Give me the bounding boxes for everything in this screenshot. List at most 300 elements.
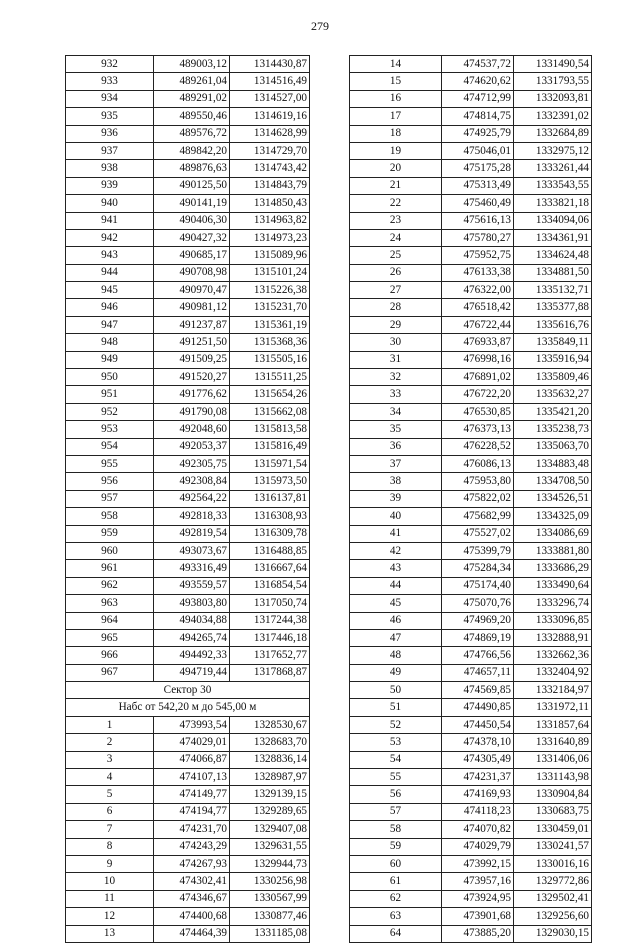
y-coordinate: 1334708,50	[514, 473, 592, 490]
y-coordinate: 1335421,20	[514, 403, 592, 420]
x-coordinate: 494719,44	[154, 664, 230, 681]
y-coordinate: 1315511,25	[230, 369, 310, 386]
y-coordinate: 1332888,91	[514, 629, 592, 646]
table-row	[350, 160, 592, 177]
table-row	[350, 716, 592, 733]
point-number: 960	[66, 542, 154, 559]
point-number: 43	[350, 560, 442, 577]
table-row	[350, 647, 592, 664]
point-number: 967	[66, 664, 154, 681]
table-row	[66, 299, 310, 316]
y-coordinate: 1334883,48	[514, 455, 592, 472]
y-coordinate: 1317868,87	[230, 664, 310, 681]
table-row	[66, 369, 310, 386]
x-coordinate: 475046,01	[442, 142, 514, 159]
point-number: 52	[350, 716, 442, 733]
x-coordinate: 475780,27	[442, 229, 514, 246]
y-coordinate: 1330241,57	[514, 838, 592, 855]
x-coordinate: 494034,88	[154, 612, 230, 629]
table-row	[66, 421, 310, 438]
x-coordinate: 473957,16	[442, 873, 514, 890]
y-coordinate: 1316137,81	[230, 490, 310, 507]
table-row	[66, 734, 310, 751]
x-coordinate: 474378,10	[442, 734, 514, 751]
y-coordinate: 1335377,88	[514, 299, 592, 316]
point-number: 63	[350, 908, 442, 925]
x-coordinate: 494265,74	[154, 629, 230, 646]
point-number: 13	[66, 925, 154, 942]
point-number: 959	[66, 525, 154, 542]
y-coordinate: 1315226,38	[230, 282, 310, 299]
x-coordinate: 476722,20	[442, 386, 514, 403]
y-coordinate: 1317446,18	[230, 629, 310, 646]
table-row	[66, 73, 310, 90]
y-coordinate: 1329030,15	[514, 925, 592, 942]
y-coordinate: 1314628,99	[230, 125, 310, 142]
table-row	[350, 890, 592, 907]
table-row	[66, 664, 310, 681]
y-coordinate: 1332662,36	[514, 647, 592, 664]
table-row	[350, 925, 592, 942]
y-coordinate: 1315361,19	[230, 316, 310, 333]
x-coordinate: 475953,80	[442, 473, 514, 490]
point-number: 36	[350, 438, 442, 455]
x-coordinate: 475399,79	[442, 542, 514, 559]
x-coordinate: 473993,54	[154, 716, 230, 733]
y-coordinate: 1330567,99	[230, 890, 310, 907]
table-row	[350, 629, 592, 646]
table-row	[66, 525, 310, 542]
x-coordinate: 489842,20	[154, 142, 230, 159]
x-coordinate: 474925,79	[442, 125, 514, 142]
y-coordinate: 1331640,89	[514, 734, 592, 751]
table-row	[66, 247, 310, 264]
x-coordinate: 492305,75	[154, 455, 230, 472]
table-row	[66, 386, 310, 403]
point-number: 55	[350, 769, 442, 786]
y-coordinate: 1329631,55	[230, 838, 310, 855]
x-coordinate: 474231,37	[442, 769, 514, 786]
y-coordinate: 1314843,79	[230, 177, 310, 194]
table-row	[66, 403, 310, 420]
x-coordinate: 491237,87	[154, 316, 230, 333]
x-coordinate: 475616,13	[442, 212, 514, 229]
point-number: 30	[350, 334, 442, 351]
left-table-rows-sector	[66, 716, 310, 942]
table-row	[350, 664, 592, 681]
y-coordinate: 1335916,94	[514, 351, 592, 368]
x-coordinate: 474029,79	[442, 838, 514, 855]
point-number: 45	[350, 595, 442, 612]
x-coordinate: 475952,75	[442, 247, 514, 264]
coordinates-table-right	[349, 55, 592, 943]
point-number: 18	[350, 125, 442, 142]
point-number: 24	[350, 229, 442, 246]
x-coordinate: 474029,01	[154, 734, 230, 751]
point-number: 51	[350, 699, 442, 716]
x-coordinate: 476086,13	[442, 455, 514, 472]
y-coordinate: 1328987,97	[230, 769, 310, 786]
x-coordinate: 475313,49	[442, 177, 514, 194]
x-coordinate: 475175,28	[442, 160, 514, 177]
table-row	[350, 612, 592, 629]
x-coordinate: 474450,54	[442, 716, 514, 733]
y-coordinate: 1331143,98	[514, 769, 592, 786]
point-number: 56	[350, 786, 442, 803]
table-row	[66, 890, 310, 907]
point-number: 946	[66, 299, 154, 316]
point-number: 965	[66, 629, 154, 646]
point-number: 29	[350, 316, 442, 333]
table-row	[350, 490, 592, 507]
table-row	[350, 229, 592, 246]
x-coordinate: 493316,49	[154, 560, 230, 577]
x-coordinate: 473901,68	[442, 908, 514, 925]
x-coordinate: 474302,41	[154, 873, 230, 890]
table-row	[66, 90, 310, 107]
table-row	[66, 629, 310, 646]
y-coordinate: 1335632,27	[514, 386, 592, 403]
point-number: 951	[66, 386, 154, 403]
point-number: 48	[350, 647, 442, 664]
x-coordinate: 474305,49	[442, 751, 514, 768]
y-coordinate: 1333296,74	[514, 595, 592, 612]
y-coordinate: 1315505,16	[230, 351, 310, 368]
table-row	[350, 421, 592, 438]
table-row	[66, 316, 310, 333]
y-coordinate: 1331972,11	[514, 699, 592, 716]
x-coordinate: 491776,62	[154, 386, 230, 403]
x-coordinate: 490970,47	[154, 282, 230, 299]
table-row	[66, 855, 310, 872]
table-row	[350, 786, 592, 803]
point-number: 64	[350, 925, 442, 942]
point-number: 933	[66, 73, 154, 90]
point-number: 16	[350, 90, 442, 107]
x-coordinate: 474766,56	[442, 647, 514, 664]
table-row	[66, 455, 310, 472]
point-number: 35	[350, 421, 442, 438]
x-coordinate: 476933,87	[442, 334, 514, 351]
right-table-rows	[350, 56, 592, 943]
table-row	[66, 786, 310, 803]
y-coordinate: 1334086,69	[514, 525, 592, 542]
x-coordinate: 490427,32	[154, 229, 230, 246]
x-coordinate: 491509,25	[154, 351, 230, 368]
y-coordinate: 1335238,73	[514, 421, 592, 438]
x-coordinate: 489261,04	[154, 73, 230, 90]
point-number: 964	[66, 612, 154, 629]
point-number: 28	[350, 299, 442, 316]
table-row	[350, 177, 592, 194]
table-row	[350, 455, 592, 472]
point-number: 954	[66, 438, 154, 455]
point-number: 962	[66, 577, 154, 594]
x-coordinate: 494492,33	[154, 647, 230, 664]
y-coordinate: 1315813,58	[230, 421, 310, 438]
x-coordinate: 474400,68	[154, 908, 230, 925]
x-coordinate: 489291,02	[154, 90, 230, 107]
table-row	[350, 56, 592, 73]
y-coordinate: 1332404,92	[514, 664, 592, 681]
table-row	[66, 282, 310, 299]
point-number: 2	[66, 734, 154, 751]
point-number: 10	[66, 873, 154, 890]
y-coordinate: 1314963,82	[230, 212, 310, 229]
x-coordinate: 492053,37	[154, 438, 230, 455]
y-coordinate: 1330877,46	[230, 908, 310, 925]
point-number: 7	[66, 821, 154, 838]
x-coordinate: 490125,50	[154, 177, 230, 194]
y-coordinate: 1335132,71	[514, 282, 592, 299]
table-row	[350, 473, 592, 490]
y-coordinate: 1314729,70	[230, 142, 310, 159]
table-row	[350, 908, 592, 925]
point-number: 956	[66, 473, 154, 490]
x-coordinate: 474346,67	[154, 890, 230, 907]
y-coordinate: 1316854,54	[230, 577, 310, 594]
y-coordinate: 1315654,26	[230, 386, 310, 403]
point-number: 59	[350, 838, 442, 855]
point-number: 941	[66, 212, 154, 229]
y-coordinate: 1330016,16	[514, 855, 592, 872]
y-coordinate: 1334361,91	[514, 229, 592, 246]
table-row	[350, 769, 592, 786]
y-coordinate: 1315368,36	[230, 334, 310, 351]
y-coordinate: 1330459,01	[514, 821, 592, 838]
y-coordinate: 1329256,60	[514, 908, 592, 925]
x-coordinate: 475682,99	[442, 508, 514, 525]
point-number: 9	[66, 855, 154, 872]
point-number: 46	[350, 612, 442, 629]
table-row	[66, 542, 310, 559]
point-number: 963	[66, 595, 154, 612]
table-row	[350, 351, 592, 368]
table-row	[350, 142, 592, 159]
table-row	[66, 229, 310, 246]
point-number: 949	[66, 351, 154, 368]
y-coordinate: 1333543,55	[514, 177, 592, 194]
x-coordinate: 492818,33	[154, 508, 230, 525]
y-coordinate: 1315971,54	[230, 455, 310, 472]
y-coordinate: 1333686,29	[514, 560, 592, 577]
point-number: 938	[66, 160, 154, 177]
table-row	[350, 282, 592, 299]
point-number: 44	[350, 577, 442, 594]
point-number: 61	[350, 873, 442, 890]
y-coordinate: 1329289,65	[230, 803, 310, 820]
x-coordinate: 476373,13	[442, 421, 514, 438]
left-table-rows	[66, 56, 310, 682]
table-row	[350, 699, 592, 716]
table-row	[350, 403, 592, 420]
y-coordinate: 1316488,85	[230, 542, 310, 559]
table-row	[66, 56, 310, 73]
point-number: 62	[350, 890, 442, 907]
x-coordinate: 490406,30	[154, 212, 230, 229]
x-coordinate: 474149,77	[154, 786, 230, 803]
x-coordinate: 474569,85	[442, 682, 514, 699]
table-row	[350, 108, 592, 125]
y-coordinate: 1314619,16	[230, 108, 310, 125]
point-number: 1	[66, 716, 154, 733]
y-coordinate: 1317652,77	[230, 647, 310, 664]
x-coordinate: 475460,49	[442, 195, 514, 212]
point-number: 50	[350, 682, 442, 699]
y-coordinate: 1331490,54	[514, 56, 592, 73]
x-coordinate: 475822,02	[442, 490, 514, 507]
y-coordinate: 1333821,18	[514, 195, 592, 212]
y-coordinate: 1332391,02	[514, 108, 592, 125]
table-row	[66, 142, 310, 159]
table-row	[350, 560, 592, 577]
table-row	[350, 855, 592, 872]
x-coordinate: 475174,40	[442, 577, 514, 594]
x-coordinate: 474169,93	[442, 786, 514, 803]
table-row	[350, 334, 592, 351]
x-coordinate: 474107,13	[154, 769, 230, 786]
table-row	[66, 647, 310, 664]
y-coordinate: 1315231,70	[230, 299, 310, 316]
y-coordinate: 1334094,06	[514, 212, 592, 229]
x-coordinate: 492564,22	[154, 490, 230, 507]
point-number: 53	[350, 734, 442, 751]
y-coordinate: 1333490,64	[514, 577, 592, 594]
point-number: 23	[350, 212, 442, 229]
table-row	[66, 838, 310, 855]
table-row	[66, 803, 310, 820]
point-number: 943	[66, 247, 154, 264]
x-coordinate: 476891,02	[442, 369, 514, 386]
x-coordinate: 474490,85	[442, 699, 514, 716]
point-number: 4	[66, 769, 154, 786]
x-coordinate: 474066,87	[154, 751, 230, 768]
x-coordinate: 476518,42	[442, 299, 514, 316]
x-coordinate: 476530,85	[442, 403, 514, 420]
point-number: 22	[350, 195, 442, 212]
sector-title: Сектор 30	[66, 682, 310, 699]
y-coordinate: 1330683,75	[514, 803, 592, 820]
sector-title-row	[66, 682, 310, 699]
x-coordinate: 473885,20	[442, 925, 514, 942]
point-number: 11	[66, 890, 154, 907]
point-number: 32	[350, 369, 442, 386]
x-coordinate: 490141,19	[154, 195, 230, 212]
y-coordinate: 1315662,08	[230, 403, 310, 420]
table-row	[66, 925, 310, 942]
y-coordinate: 1316667,64	[230, 560, 310, 577]
table-row	[66, 612, 310, 629]
y-coordinate: 1335809,46	[514, 369, 592, 386]
x-coordinate: 492048,60	[154, 421, 230, 438]
y-coordinate: 1334325,09	[514, 508, 592, 525]
y-coordinate: 1334624,48	[514, 247, 592, 264]
y-coordinate: 1315973,50	[230, 473, 310, 490]
x-coordinate: 492819,54	[154, 525, 230, 542]
point-number: 947	[66, 316, 154, 333]
point-number: 17	[350, 108, 442, 125]
point-number: 958	[66, 508, 154, 525]
table-row	[350, 821, 592, 838]
y-coordinate: 1331793,55	[514, 73, 592, 90]
x-coordinate: 474814,75	[442, 108, 514, 125]
y-coordinate: 1316309,78	[230, 525, 310, 542]
y-coordinate: 1328530,67	[230, 716, 310, 733]
x-coordinate: 489576,72	[154, 125, 230, 142]
table-row	[350, 595, 592, 612]
point-number: 6	[66, 803, 154, 820]
y-coordinate: 1332093,81	[514, 90, 592, 107]
point-number: 15	[350, 73, 442, 90]
sector-header	[66, 682, 310, 717]
table-row	[350, 316, 592, 333]
y-coordinate: 1332975,12	[514, 142, 592, 159]
point-number: 940	[66, 195, 154, 212]
x-coordinate: 475284,34	[442, 560, 514, 577]
point-number: 25	[350, 247, 442, 264]
point-number: 42	[350, 542, 442, 559]
y-coordinate: 1314743,42	[230, 160, 310, 177]
point-number: 934	[66, 90, 154, 107]
x-coordinate: 474267,93	[154, 855, 230, 872]
table-row	[66, 560, 310, 577]
x-coordinate: 474194,77	[154, 803, 230, 820]
y-coordinate: 1328683,70	[230, 734, 310, 751]
y-coordinate: 1329502,41	[514, 890, 592, 907]
point-number: 5	[66, 786, 154, 803]
y-coordinate: 1317050,74	[230, 595, 310, 612]
point-number: 961	[66, 560, 154, 577]
point-number: 937	[66, 142, 154, 159]
y-coordinate: 1332184,97	[514, 682, 592, 699]
table-row	[66, 212, 310, 229]
table-row	[350, 125, 592, 142]
table-row	[66, 908, 310, 925]
table-row	[66, 160, 310, 177]
y-coordinate: 1333881,80	[514, 542, 592, 559]
y-coordinate: 1314973,23	[230, 229, 310, 246]
point-number: 953	[66, 421, 154, 438]
point-number: 34	[350, 403, 442, 420]
point-number: 955	[66, 455, 154, 472]
x-coordinate: 490981,12	[154, 299, 230, 316]
point-number: 942	[66, 229, 154, 246]
point-number: 936	[66, 125, 154, 142]
table-row	[66, 716, 310, 733]
y-coordinate: 1331185,08	[230, 925, 310, 942]
table-row	[350, 577, 592, 594]
table-row	[66, 351, 310, 368]
y-coordinate: 1333096,85	[514, 612, 592, 629]
table-row	[66, 264, 310, 281]
x-coordinate: 474464,39	[154, 925, 230, 942]
y-coordinate: 1335849,11	[514, 334, 592, 351]
table-row	[66, 577, 310, 594]
table-row	[66, 334, 310, 351]
x-coordinate: 493073,67	[154, 542, 230, 559]
table-row	[66, 177, 310, 194]
point-number: 57	[350, 803, 442, 820]
x-coordinate: 474657,11	[442, 664, 514, 681]
x-coordinate: 476228,52	[442, 438, 514, 455]
point-number: 945	[66, 282, 154, 299]
x-coordinate: 476322,00	[442, 282, 514, 299]
y-coordinate: 1315816,49	[230, 438, 310, 455]
point-number: 948	[66, 334, 154, 351]
x-coordinate: 474070,82	[442, 821, 514, 838]
x-coordinate: 474969,20	[442, 612, 514, 629]
point-number: 54	[350, 751, 442, 768]
